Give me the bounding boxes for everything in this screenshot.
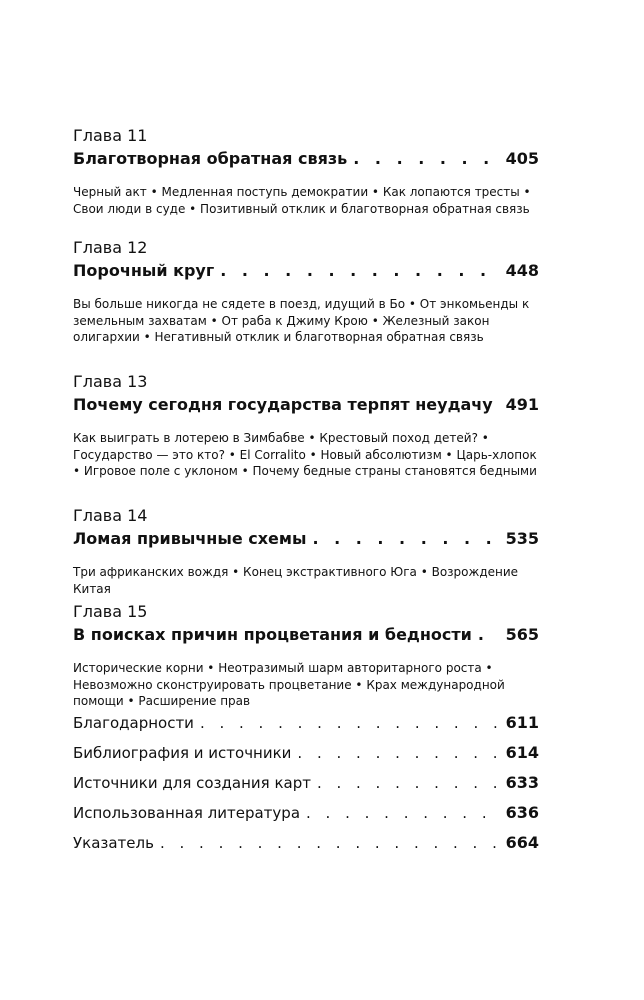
back-matter-list [73, 712, 539, 854]
chapter-label: Глава 12 [73, 238, 148, 257]
chapter-title: Почему сегодня государства терпят неудачу [73, 395, 493, 414]
chapter-title: Благотворная обратная связь [73, 149, 348, 168]
chapter-12 [73, 238, 539, 346]
chapter-label: Глава 14 [73, 506, 148, 525]
chapter-summary: Три африканских вождя • Конец экстрактивного Юга • Возрождение Китая [73, 565, 519, 596]
dot-leader [312, 527, 499, 551]
chapter-summary: Вы больше никогда не сядете в поезд, идущий в Бо • От энкомьенды к земельным захватам • От раба к Джиму Крою • Железный закон олигархии • Негативный отклик и благотворная обратная связь [73, 297, 530, 344]
dot-leader [353, 147, 499, 171]
back-matter-entry-acknowledgements[interactable] [73, 712, 539, 734]
chapter-label: Глава 15 [73, 602, 148, 621]
page-number: 633 [505, 773, 539, 792]
chapter-title: В поисках причин процветания и бедности [73, 625, 472, 644]
chapter-summary: Как выиграть в лотерею в Зимбабве • Крестовый поход детей? • Государство — это кто? • El Corralito • Новый абсолютизм • Царь-хлопок • Игровое поле с уклоном • Почему бедные страны становятся бедными [73, 431, 537, 478]
dot-leader [306, 802, 500, 824]
page-number: 491 [505, 395, 539, 414]
back-matter-entry-index[interactable] [73, 832, 539, 854]
back-matter-entry-literature[interactable] [73, 802, 539, 824]
dot-leader [478, 623, 500, 647]
chapter-title-entry[interactable] [73, 259, 539, 283]
page-number: 535 [505, 529, 539, 548]
chapter-11 [73, 126, 539, 217]
back-matter-entry-bibliography[interactable] [73, 742, 539, 764]
chapter-summary: Исторические корни • Неотразимый шарм авторитарного роста • Невозможно сконструировать процветание • Крах международной помощи • Расширение прав [73, 661, 505, 708]
chapter-13 [73, 372, 539, 480]
entry-title: Источники для создания карт [73, 774, 311, 792]
chapter-title: Порочный круг [73, 261, 215, 280]
chapter-title-entry[interactable] [73, 623, 539, 647]
page-number: 636 [505, 803, 539, 822]
chapter-title: Ломая привычные схемы [73, 529, 307, 548]
page-number: 565 [505, 625, 539, 644]
chapter-label: Глава 13 [73, 372, 148, 391]
dot-leader [220, 259, 499, 283]
entry-title: Библиография и источники [73, 744, 292, 762]
chapter-14 [73, 506, 539, 597]
entry-title: Благодарности [73, 714, 194, 732]
entry-title: Использованная литература [73, 804, 301, 822]
page-number: 448 [505, 261, 539, 280]
dot-leader [499, 393, 500, 417]
page-number: 405 [505, 149, 539, 168]
back-matter-entry-map-sources[interactable] [73, 772, 539, 794]
dot-leader [160, 832, 500, 854]
chapter-title-entry[interactable] [73, 393, 539, 417]
chapter-title-entry[interactable] [73, 147, 539, 171]
dot-leader [297, 742, 499, 764]
dot-leader [317, 772, 500, 794]
page-number: 664 [505, 833, 539, 852]
chapter-label: Глава 11 [73, 126, 148, 145]
dot-leader [200, 712, 500, 734]
page-number: 614 [505, 743, 539, 762]
chapter-summary: Черный акт • Медленная поступь демократии • Как лопаются тресты • Свои люди в суде • Позитивный отклик и благотворная обратная связь [73, 185, 531, 216]
page-number: 611 [505, 713, 539, 732]
chapter-15 [73, 602, 539, 710]
chapter-title-entry[interactable] [73, 527, 539, 551]
entry-title: Указатель [73, 834, 154, 852]
